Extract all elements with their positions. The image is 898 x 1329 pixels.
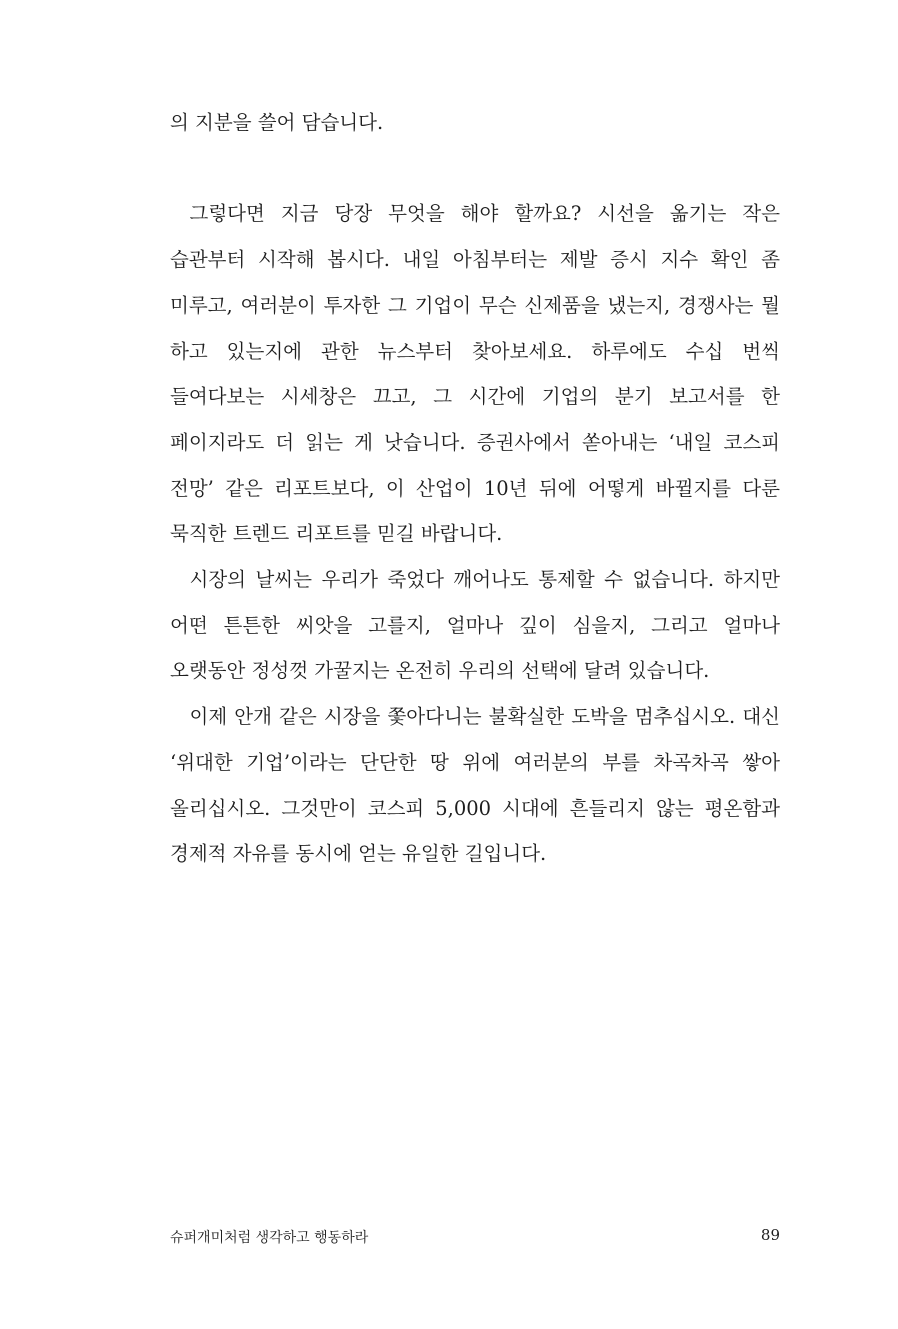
paragraph-continuation: 의 지분을 쓸어 담습니다. <box>170 111 384 134</box>
body-text <box>170 100 780 877</box>
paragraph: 그렇다면 지금 당장 무엇을 해야 할까요? 시선을 옮기는 작은 습관부터 시작해 봅시다. 내일 아침부터는 제발 증시 지수 확인 좀 미루고, 여러분이 투자한 그 기업이 무슨 신제품을 냈는지, 경쟁사는 뭘 하고 있는지에 관한 뉴스부터 찾아보세요. 하루에도 수십 번씩 들여다보는 시세창은 끄고, 그 시간에 기업의 분기 보고서를 한 페이지라도 더 읽는 게 낫습니다. 증권사에서 쏟아내는 ‘내일 코스피 전망’ 같은 리포트보다, 이 산업이 10년 뒤에 어떻게 바뀔지를 다룬 묵직한 트렌드 리포트를 믿길 바랍니다. <box>170 202 780 546</box>
running-footer-title: 슈퍼개미처럼 생각하고 행동하라 <box>170 1230 369 1246</box>
paragraph: 시장의 날씨는 우리가 죽었다 깨어나도 통제할 수 없습니다. 하지만 어떤 튼튼한 씨앗을 고를지, 얼마나 깊이 심을지, 그리고 얼마나 오랫동안 정성껏 가꿀지는 온전히 우리의 선택에 달려 있습니다. <box>170 568 780 683</box>
paragraph: 이제 안개 같은 시장을 쫓아다니는 불확실한 도박을 멈추십시오. 대신 ‘위대한 기업’이라는 단단한 땅 위에 여러분의 부를 차곡차곡 쌓아 올리십시오. 그것만이 코스피 5,000 시대에 흔들리지 않는 평온함과 경제적 자유를 동시에 얻는 유일한 길입니다. <box>170 705 780 866</box>
paragraph-gap <box>170 146 780 192</box>
page-number: 89 <box>760 1226 780 1244</box>
